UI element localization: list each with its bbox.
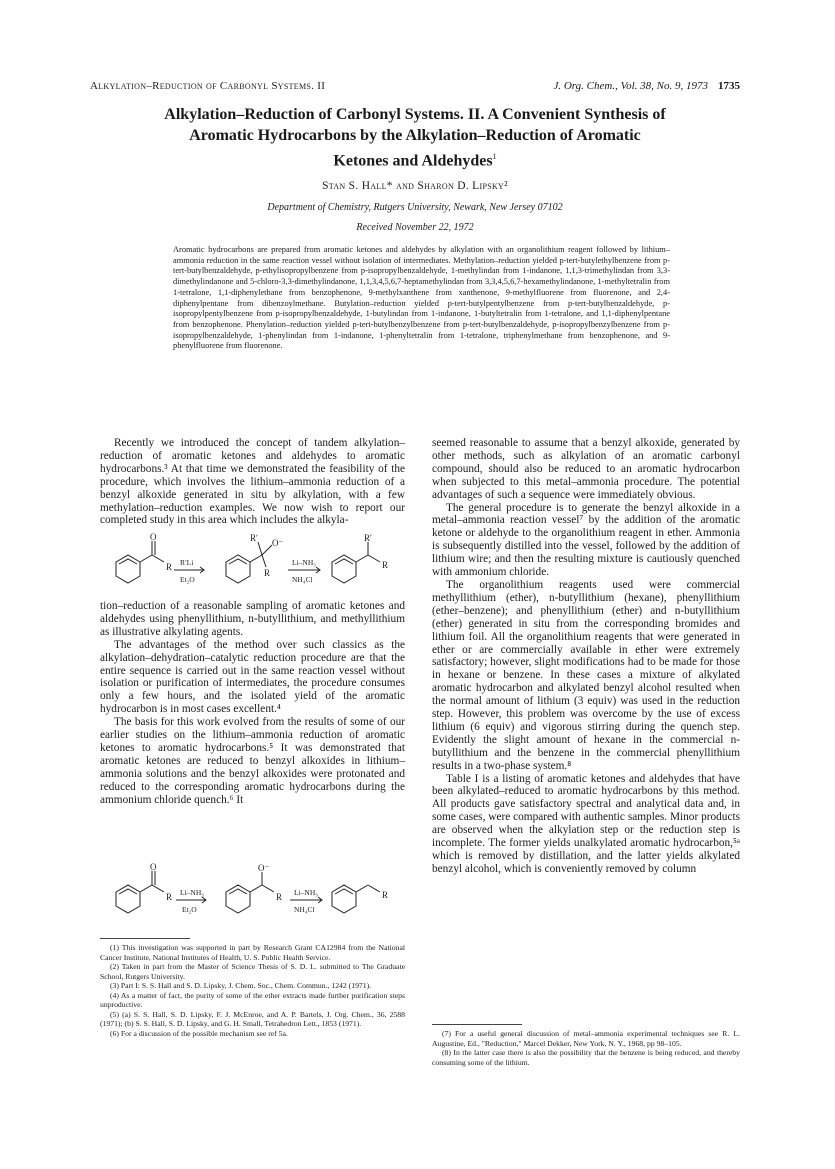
- body-paragraph: The basis for this work evolved from the results of some of our earlier studies on the lithium–ammonia reduction of aromatic ketones to aromatic hydrocarbons.⁵ It was demonstrated that aromatic ketones are reduced to benzyl alkoxides in lithium–ammonia solutions and the benzyl alkoxides were protonated and reduced to the corresponding aromatic hydrocarbons during the ammonium chloride quench.⁶ It: [100, 716, 405, 806]
- reagent-label: NH₄Cl: [294, 905, 315, 914]
- reagent-label: Et₂O: [182, 905, 197, 914]
- title-footnote-mark: 1: [492, 152, 497, 161]
- left-column-intro: [100, 437, 405, 527]
- title-line-3-text: Ketones and Aldehydes: [333, 152, 493, 170]
- reagent-label: Et₂O: [180, 575, 195, 584]
- running-header: [90, 80, 740, 96]
- authors: Stan S. Hall* and Sharon D. Lipsky²: [322, 180, 508, 192]
- footnote: (8) In the latter case there is also the possibility that the benzene is being reduced, and thereby consuming some of the lithium.: [432, 1048, 740, 1067]
- body-paragraph: seemed reasonable to assume that a benzyl alkoxide, generated by other methods, such as alkylation of an aromatic carbonyl compound, should also be reduced to an aromatic hydrocarbon when subjected to this metal–ammonia procedure. The potential advantages of such a sequence were immediately obvious.: [432, 437, 740, 501]
- r-group-label: R: [382, 560, 389, 570]
- body-paragraph: The organolithium reagents used were commercial methyllithium (ether), n-butyllithium (hexane), phenyllithium (ether–benzene); and phenyllithium (ether) and n-butyllithium (ether) generated in situ from the corresponding bromides and lithium foil. All the organolithium reagents that were generated in ether or are commercially available in ether were extremely satisfactory; however, slight modifications had to be made for those in hexane or benzene. In these cases a mixture of alkylated aromatic hydrocarbon and alkylated benzyl alcohol resulted when the normal amount of lithium (3 equiv) was used in the reduction step. However, this problem was overcome by the use of excess lithium (6 equiv) and vigorous stirring during the quench step. Evidently the slight amount of hexane in the commercial n-butyllithium and the benzene in the commercial phenyllithium results in a two-phase system.⁸: [432, 578, 740, 772]
- footnote: (1) This investigation was supported in part by Research Grant CA12984 from the National Cancer Institute, National Institutes of Health, U. S. Public Health Service.: [100, 943, 405, 962]
- footnote: (4) As a matter of fact, the purity of some of the ether extracts made further purification steps unproductive.: [100, 990, 405, 1009]
- r-prime-label: R′: [364, 533, 372, 543]
- alkoxide-label: O⁻: [258, 863, 270, 873]
- reagent-label: Li–NH₃: [292, 558, 316, 567]
- alkoxide-label: O⁻: [272, 538, 284, 548]
- abstract: Aromatic hydrocarbons are prepared from aromatic ketones and aldehydes by alkylation with an organolithium reagent followed by lithium–ammonia reduction in the same reaction vessel without isolation of intermediates. Methylation–reduction yielded p-tert-butylethylbenzene from p-tert-butylbenzaldehyde, p-ethylisopropylbenzene from p-isopropylbenzaldehyde, 1-methylindan from 1-indanone, 1,1,3-trimethylindan from 3,3-dimethylindanone and 5-chloro-3,3-dimethylindanone, 1,1,3,4,5,6,7-heptamethylindan from 3,3,4,5,6,7-hexamethylindanone, 1-methyltetralin from 1-tetralone, 1,1-diphenylethane from benzophenone, 9-methylxanthene from xanthenone, 9-methylfluorene from fluorenone, and 2,4-diphenylpentane from dibenzoylmethane. Butylation–reduction yielded p-tert-butylpentylbenzene from p-tert-butylbenzaldehyde, p-isopropylpentylbenzene from p-isopropylbenzaldehyde, 1-butylindan from 1-indanone, 1-butyltetralin from 1-tetralone, and 1,1-diphenylpentane from benzophenone. Phenylation–reduction yielded p-tert-butylbenzylbenzene from p-tert-butylbenzaldehyde, p-isopropylbenzylbenzene from p-isopropylbenzaldehyde, 1-phenylindan from 1-indanone, 1-phenyltetralin from 1-tetralone, triphenylmethane from benzophenone, and 9-phenylfluorene from fluorenone.: [173, 245, 670, 351]
- reagent-label: Li–NH₃: [180, 888, 204, 897]
- reagent-label: R′Li: [180, 558, 194, 567]
- r-prime-label: R′: [250, 533, 258, 543]
- reagent-label: Li–NH₃: [294, 888, 318, 897]
- footnote: (5) (a) S. S. Hall, S. D. Lipsky, F. J. McEnroe, and A. P. Bartels, J. Org. Chem., 36, 2588 (1971); (b) S. S. Hall, S. D. Lipsky, and G. H. Small, Tetrahedron Lett., 1853 (1971).: [100, 1009, 405, 1028]
- footnote: (6) For a discussion of the possible mechanism see ref 5a.: [110, 1028, 288, 1038]
- right-column-body: [432, 437, 740, 876]
- reaction-scheme-1: [100, 532, 405, 598]
- body-paragraph: Table I is a listing of aromatic ketones and aldehydes that have been alkylated–reduced to aromatic hydrocarbons by this method. All products gave satisfactory spectral and analytical data and, in some cases, were compared with authentic samples. Minor products are observed when the alkylation step or the reduction step is incomplete. The former yields unalkylated aromatic hydrocarbon,⁵ᵃ which is removed by distillation, and the latter yields alkylated benzyl alcohol, which is conveniently removed by column: [432, 772, 740, 875]
- title-line-2: Aromatic Hydrocarbons by the Alkylation–Reduction of Aromatic: [189, 127, 641, 144]
- r-group-label: R: [264, 568, 271, 578]
- footnotes-left: [100, 938, 405, 1038]
- page-number: 1735: [718, 80, 740, 92]
- r-group-label: R: [382, 890, 389, 900]
- journal-citation: [553, 80, 740, 92]
- reaction-scheme-2: [100, 862, 405, 928]
- title-line-3: [90, 146, 740, 171]
- footnote: (3) Part I: S. S. Hall and S. D. Lipsky, J. Chem. Soc., Chem. Commun., 1242 (1971).: [110, 981, 372, 990]
- oxygen-label: O: [150, 532, 157, 542]
- footnote-rule: [100, 938, 190, 939]
- running-title: Alkylation–Reduction of Carbonyl Systems. II: [90, 80, 326, 92]
- r-group-label: R: [166, 892, 173, 902]
- footnote: (7) For a useful general discussion of metal–ammonia experimental techniques see R. L. Augustine, Ed., "Reduction," Marcel Dekker, New York, N. Y., 1968, pp 98–105.: [432, 1029, 740, 1048]
- left-column-body: [100, 600, 405, 807]
- body-paragraph: tion–reduction of a reasonable sampling of aromatic ketones and aldehydes using phenyllithium, n-butyllithium, and methyllithium as illustrative alkylating agents.: [100, 600, 405, 638]
- oxygen-label: O: [150, 862, 157, 872]
- footnote-rule: [432, 1024, 522, 1025]
- footnote: (2) Taken in part from the Master of Science Thesis of S. D. L. submitted to The Graduate School, Rutgers University.: [100, 962, 405, 981]
- r-group-label: R: [276, 892, 283, 902]
- body-paragraph: The advantages of the method over such classics as the alkylation–dehydration–catalytic reduction procedure are that the entire sequence is carried out in the same reaction vessel without isolation or purification of intermediates, the procedure consumes only a few hours, and the isolated yield of the aromatic hydrocarbon is in most cases excellent.⁴: [100, 638, 405, 716]
- intro-paragraph: Recently we introduced the concept of tandem alkylation–reduction of aromatic ketones and aldehydes to aromatic hydrocarbons.³ At that time we demonstrated the feasibility of the procedure, which involves the lithium–ammonia reduction of a benzyl alkoxide generated in situ by alkylation, with a few methylation–reduction examples. We now wish to report our completed study in this area which includes the alkyla-: [100, 437, 405, 527]
- affiliation: Department of Chemistry, Rutgers University, Newark, New Jersey 07102: [267, 202, 563, 213]
- reagent-label: NH₄Cl: [292, 575, 313, 584]
- r-group-label: R: [166, 562, 173, 572]
- journal-name: J. Org. Chem., Vol. 38, No. 9, 1973: [553, 80, 708, 92]
- article-title: [90, 104, 740, 171]
- footnotes-right: [432, 1024, 740, 1067]
- received-date: Received November 22, 1972: [356, 222, 474, 233]
- body-paragraph: The general procedure is to generate the benzyl alkoxide in a metal–ammonia reaction vessel⁷ by the addition of the aromatic ketone or aldehyde to the organolithium reagent in ether. Ammonia is subsequently distilled into the vessel, followed by the addition of lithium wire; and then the resulting mixture is cautiously quenched with ammonium chloride.: [432, 501, 740, 579]
- title-line-1: Alkylation–Reduction of Carbonyl Systems. II. A Convenient Synthesis of: [164, 106, 666, 123]
